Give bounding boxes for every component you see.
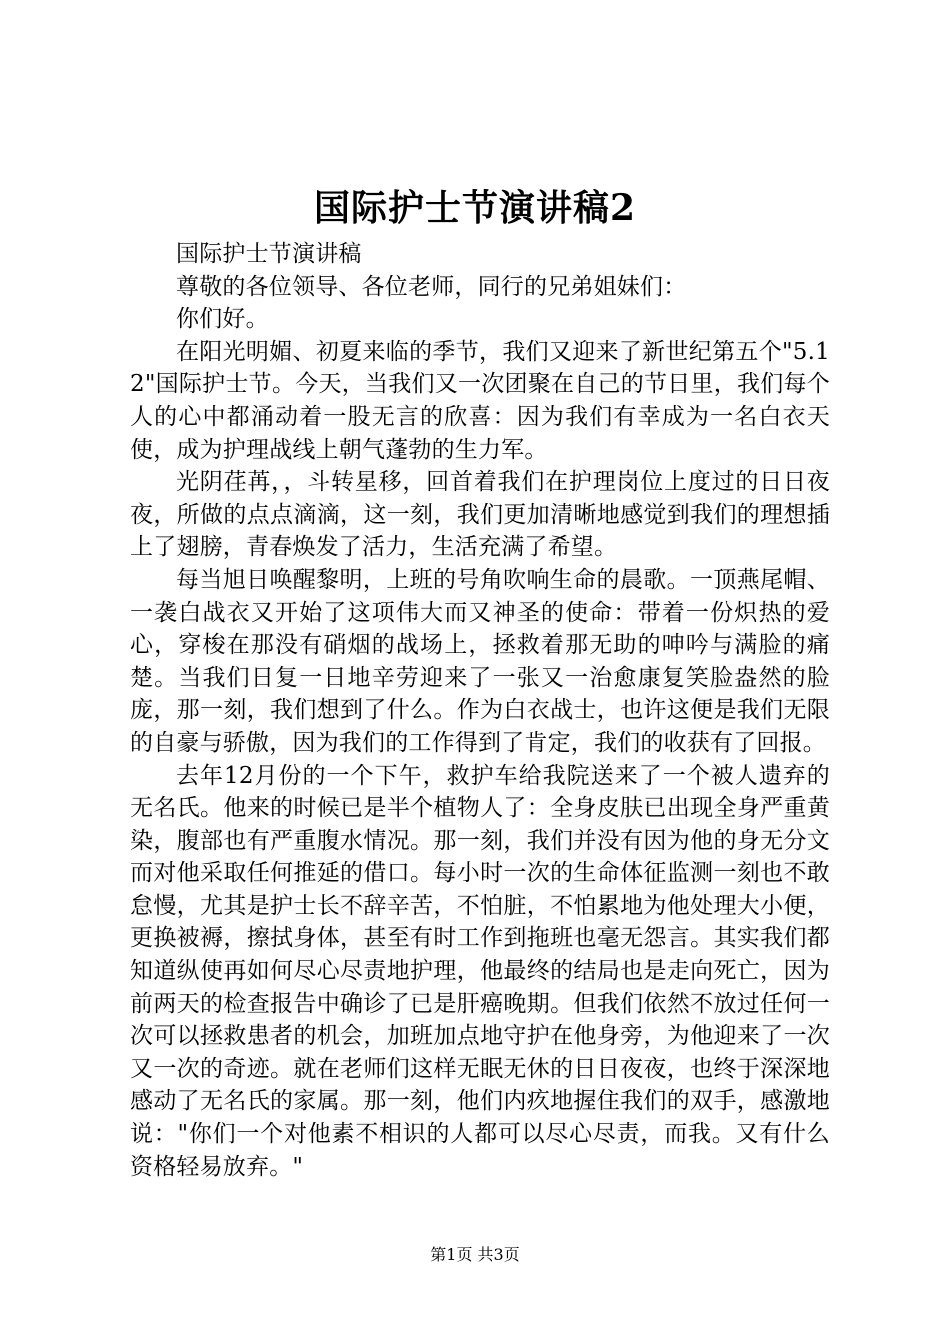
paragraph-salutation: 尊敬的各位领导、各位老师，同行的兄弟姐妹们： <box>176 273 687 300</box>
paragraph-greeting: 你们好。 <box>176 306 269 333</box>
document-title: 国际护士节演讲稿2 <box>313 187 637 229</box>
paragraph: 去年12月份的一个下午，救护车给我院送来了一个被人遗弃的无名氏。他来的时候已是半个植物人了：全身皮肤已出现全身严重黄染，腹部也有严重腹水情况。那一刻，我们并没有因为他的身无分文而对他采取任何推延的借口。每小时一次的生命体征监测一刻也不敢怠慢，尤其是护士长不辞辛苦，不怕脏，不怕累地为他处理大小便，更换被褥，擦拭身体，甚至有时工作到拖班也毫无怨言。其实我们都知道纵使再如何尽心尽责地护理，他最终的结局也是走向死亡，因为前两天的检查报告中确诊了已是肝癌晚期。但我们依然不放过任何一次可以拯救患者的机会，加班加点地守护在他身旁，为他迎来了一次又一次的奇迹。就在老师们这样无眠无休的日日夜夜，也终于深深地感动了无名氏的家属。那一刻，他们内疚地握住我们的双手，感激地说："你们一个对他素不相识的人都可以尽心尽责，而我。又有什么资格轻易放弃。" <box>130 762 830 1180</box>
document-body <box>130 238 830 1183</box>
paragraph: 在阳光明媚、初夏来临的季节，我们又迎来了新世纪第五个"5.12"国际护士节。今天，当我们又一次团聚在自己的节日里，我们每个人的心中都涌动着一股无言的欣喜：因为我们有幸成为一名白衣天使，成为护理战线上朝气蓬勃的生力军。 <box>130 338 830 463</box>
paragraph: 每当旭日唤醒黎明，上班的号角吹响生命的晨歌。一顶燕尾帽、一袭白战衣又开始了这项伟大而又神圣的使命：带着一份炽热的爱心，穿梭在那没有硝烟的战场上，拯救着那无助的呻吟与满脸的痛楚。当我们日复一日地辛劳迎来了一张又一治愈康复笑脸盎然的脸庞，那一刻，我们想到了什么。作为白衣战士，也许这便是我们无限的自豪与骄傲，因为我们的工作得到了肯定，我们的收获有了回报。 <box>130 566 830 756</box>
page-footer: 第1页 共3页 <box>430 1245 520 1264</box>
paragraph: 光阴荏苒，，斗转星移，回首着我们在护理岗位上度过的日日夜夜，所做的点点滴滴，这一刻，我们更加清晰地感觉到我们的理想插上了翅膀，青春焕发了活力，生活充满了希望。 <box>130 469 830 561</box>
paragraph-heading: 国际护士节演讲稿 <box>176 241 362 267</box>
